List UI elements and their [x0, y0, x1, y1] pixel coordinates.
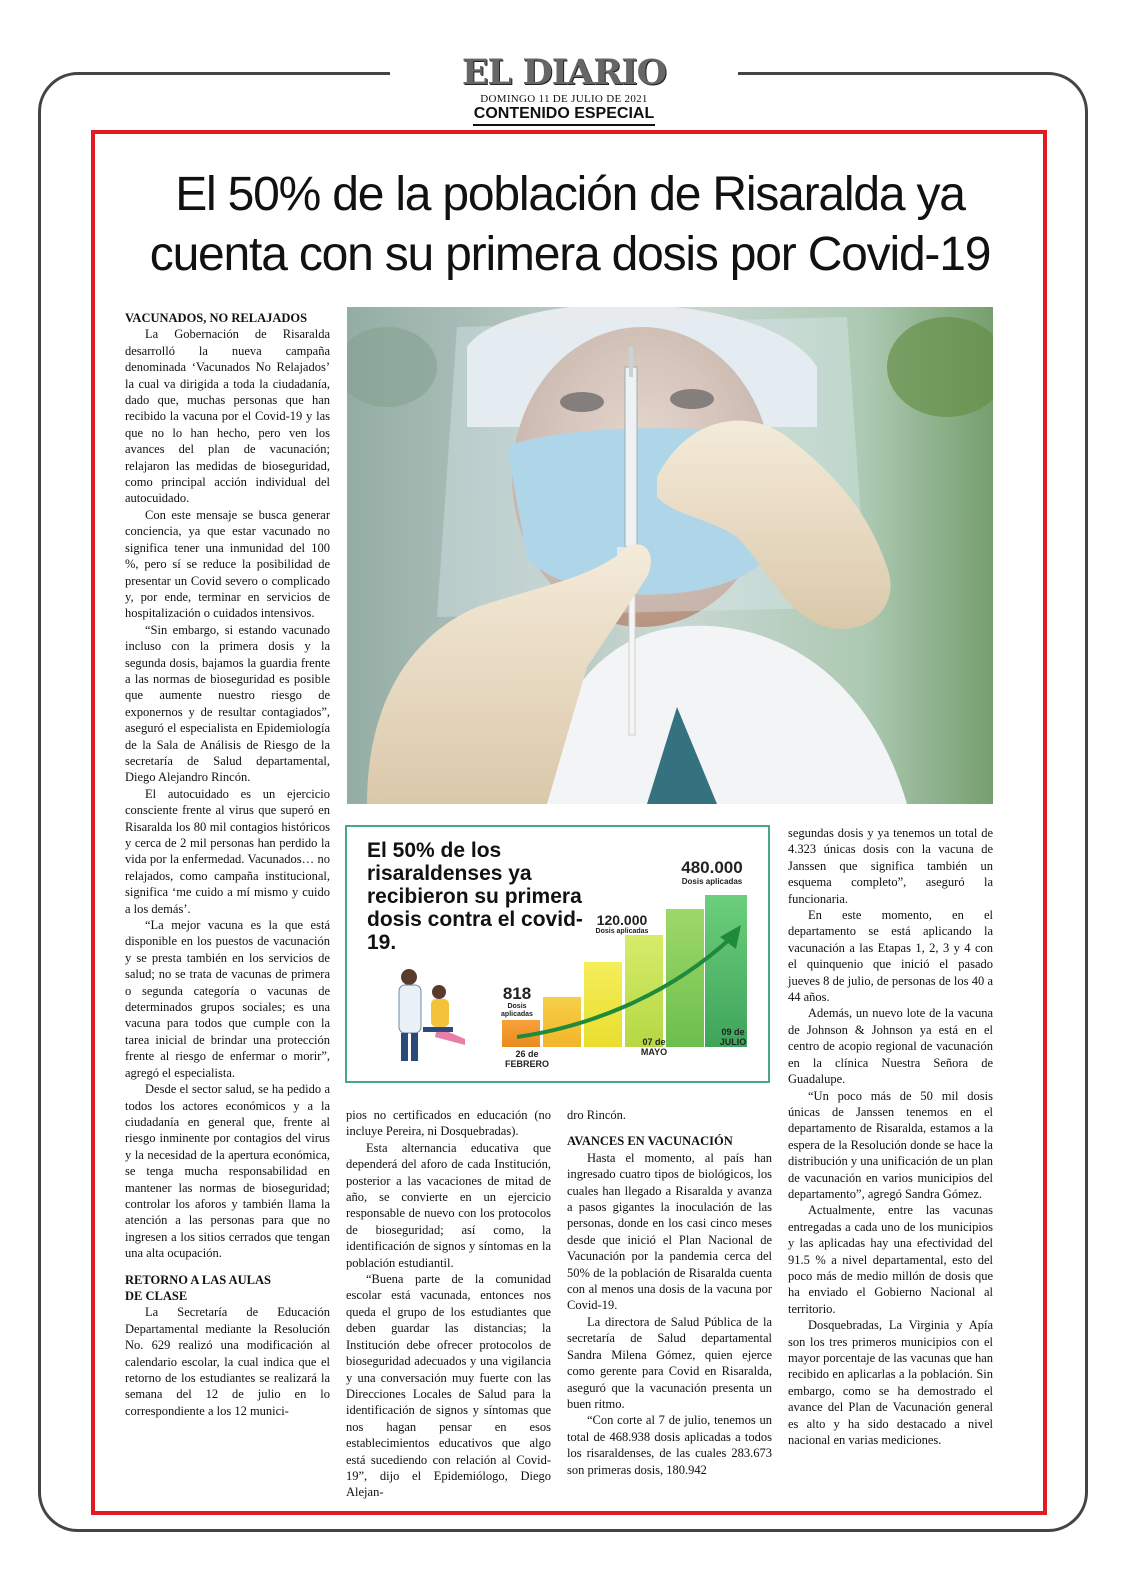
paragraph: segundas dosis y ya tenemos un total de 4.323 únicas dosis con la vacuna de Janssen que significa también un esquema completo”, aseguró la funcionaria.	[788, 826, 993, 906]
column-4	[788, 825, 993, 1448]
subheading-retorno	[125, 1272, 330, 1305]
paragraph: “La mejor vacuna es la que está disponible en los puestos de vacunación y se presta también en los servicios de salud; no se trata de vacunas de primera o segunda categoría o vacunas de determinados grupos sociales; es una vacuna para todos que cumple con la tarea inicial de brindar una protección frente al riesgo de enfermar o morir”, agregó el especialista.	[125, 918, 330, 1080]
subheading-retorno-line-1: RETORNO A LAS AULAS	[125, 1272, 271, 1287]
paragraph: Además, un nuevo lote de la vacuna de Johnson & Johnson ya está en el centro de acopio regional de vacunación en la clínica Nuestra Señora de Guadalupe.	[788, 1006, 993, 1087]
point-2-unit: Dosis aplicadas	[595, 928, 649, 935]
point-2-date-line-1: 07 de	[642, 1037, 666, 1047]
point-2-date	[629, 1037, 679, 1057]
bar-3	[584, 962, 622, 1047]
column-2	[346, 1107, 551, 1501]
infographic-vaccination	[345, 825, 770, 1083]
headline-line-2: cuenta con su primera dosis por Covid-19	[149, 228, 991, 281]
paragraph: En este momento, en el departamento se está aplicando la vacunación a las Etapas 1, 2, 3 y 4 con el quinquenio que inició el pasado jueves 8 de julio, de personas de los 40 a 44 años.	[788, 908, 993, 1005]
paragraph: Con este mensaje se busca generar conciencia, ya que estar vacunado no significa tener una inmunidad del 100 %, pero sí se reduce la posibilidad de presentar un Covid severo o complicado y, por ende, terminar en servicios de hospitalización o cuidados intensivos.	[125, 507, 330, 621]
point-1-label	[492, 985, 542, 1019]
subheading-vacunados: VACUNADOS, NO RELAJADOS	[125, 311, 308, 325]
infographic-title: El 50% de los risaraldenses ya recibieron su primera dosis contra el covid-19.	[367, 839, 583, 954]
column-3	[567, 1107, 772, 1478]
issue-date: DOMINGO 11 DE JULIO DE 2021	[480, 93, 648, 105]
column-1	[125, 310, 330, 1419]
point-3-value: 480.000	[681, 858, 743, 877]
paragraph: “Buena parte de la comunidad escolar está vacunada, entonces nos queda el grupo de los estudiantes que deben guardar las distancias; la Institución debe ofrecer protocolos de bioseguridad adecuados y una vigilancia y una conversación muy fuerte con las Direcciones Locales de Salud para la identificación de signos y síntomas que nos hagan pensar en esos establecimientos educativos que algo está sucediendo con relación al Covid-19”, dijo el Epidemiólogo, Diego Alejan-	[346, 1272, 551, 1500]
newspaper-logo: EL DIARIO	[461, 52, 667, 93]
paragraph: pios no certificados en educación (no incluye Pereira, ni Dosquebradas).	[346, 1108, 551, 1139]
paragraph: La Gobernación de Risaralda desarrolló la nueva campaña denominada ‘Vacunados No Relajados’ la cual va dirigida a toda la ciudadanía, dado que, muchas personas que han recibido la vacuna por el Covid-19 y las que no lo han hecho, pero ven los avances del plan de vacunación; relajaron las medidas de bioseguridad, como principal acción individual del autocuidado.	[125, 327, 330, 506]
paragraph: “Con corte al 7 de julio, tenemos un total de 468.938 dosis aplicadas a todos los risaraldenses, de las cuales 283.673 son primeras dosis, 180.942	[567, 1413, 772, 1477]
point-1-value: 818	[502, 984, 532, 1003]
paragraph: Hasta el momento, al país han ingresado cuatro tipos de biológicos, los cuales han llegado a Risaralda y avanza a pasos gigantes la inoculación de las personas, donde en los casi cinco meses desde que inició el Plan Nacional de Vacunación por la pandemia cerca del 50% de la población de Risaralda cuenta con al menos una dosis de la vacuna por Covid-19.	[567, 1150, 772, 1313]
paragraph: Dosquebradas, La Virginia y Apía son los tres primeros municipios con el mayor porcentaje de las vacunas que han recibido en aplicarlas a la población. Sin embargo, como se ha demostrado el avance del Plan de Vacunación general es alto y ha sido destacado a nivel nacional en varias mediciones.	[788, 1318, 993, 1448]
section-label: CONTENIDO ESPECIAL	[473, 105, 655, 126]
headline	[100, 165, 1040, 285]
paragraph: dro Rincón.	[567, 1108, 627, 1122]
paragraph: Desde el sector salud, se ha pedido a todos los actores económicos y a la ciudadanía en general que, frente al riesgo inminente por contagios del virus y la necesidad de la apertura económica, se tenga mucha responsabilidad en mantener las normas de bioseguridad; controlar los aforos y también llama la atención a las personas para que no ingresen a los sitios cerrados que tengan una alta ocupación.	[125, 1082, 330, 1261]
point-3-unit: Dosis aplicadas	[681, 877, 743, 886]
bar-2	[543, 997, 581, 1047]
paragraph: El autocuidado es un ejercicio consciente frente al virus que superó en Risaralda los 80 mil contagios históricos y cerca de 2 mil personas han perdido la vida por la enfermedad. Vacunados… no relajados, como campaña institucional, significa ‘me cuido a mí mismo y cuido a los demás’.	[125, 786, 330, 916]
point-1-date-line-2: FEBRERO	[504, 1059, 549, 1069]
point-1-date	[497, 1049, 557, 1069]
paragraph: Esta alternancia educativa que dependerá del aforo de cada Institución, posterior a las vacaciones de mitad de año, se convierte en un ejercicio responsable de nuevo con los protocolos de bioseguridad; así como, la identificación de signos y síntomas en la población estudiantil.	[346, 1140, 551, 1270]
point-1-unit: Dosis aplicadas	[501, 1003, 533, 1018]
point-2-value: 120.000	[596, 912, 648, 928]
masthead	[390, 50, 738, 130]
paragraph: “Sin embargo, si estando vacunado incluso con la primera dosis y la segunda dosis, bajamos la guardia frente a las normas de bioseguridad es posible que aumente nuestro riesgo de exponernos y de resultar contagiados”, aseguró el especialista en Epidemiología de la Sala de Análisis de Riesgo de la secretaría de Salud departamental, Diego Alejandro Rincón.	[125, 622, 330, 785]
nurse-illustration	[399, 969, 465, 1061]
point-1-date-line-1: 26 de	[515, 1049, 539, 1059]
point-3-date	[711, 1027, 755, 1047]
point-3-label	[667, 859, 757, 886]
point-2-label	[587, 913, 657, 936]
paragraph: “Un poco más de 50 mil dosis únicas de Janssen tenemos en el departamento de Risaralda, estamos a la espera de la Resolución donde se hace la distribución y una unificación de un plan de vacunación en varios municipios del departamento”, agregó Sandra Gómez.	[788, 1088, 993, 1201]
paragraph: La Secretaría de Educación Departamental mediante la Resolución No. 629 realizó una modificación al calendario escolar, la cual indica que el retorno de los estudiantes se realizará la semana del 12 de julio en lo correspondiente a los 12 munici-	[125, 1305, 330, 1418]
point-3-date-line-1: 09 de	[721, 1027, 745, 1037]
point-3-date-line-2: JULIO	[719, 1037, 747, 1047]
paragraph: La directora de Salud Pública de la secretaría de Salud departamental Sandra Milena Gómez, quien ejerce como gerente para Covid en Risaralda, aseguró que la vacunación presenta un buen ritmo.	[567, 1314, 772, 1411]
point-2-date-line-2: MAYO	[640, 1047, 668, 1057]
article-photo-vaccine	[347, 307, 993, 804]
bar-6	[705, 895, 747, 1047]
subheading-avances: AVANCES EN VACUNACIÓN	[567, 1134, 733, 1149]
headline-line-1: El 50% de la población de Risaralda ya	[175, 168, 965, 221]
bar-5	[666, 909, 704, 1047]
paragraph: Actualmente, entre las vacunas entregadas a cada uno de los municipios y las aplicadas hay una efectividad del 91.5 % a nivel departamental, esto del poco más de medio millón de dosis que ha enviado el Gobierno Nacional al territorio.	[788, 1203, 993, 1316]
subheading-retorno-line-2: DE CLASE	[125, 1288, 188, 1303]
